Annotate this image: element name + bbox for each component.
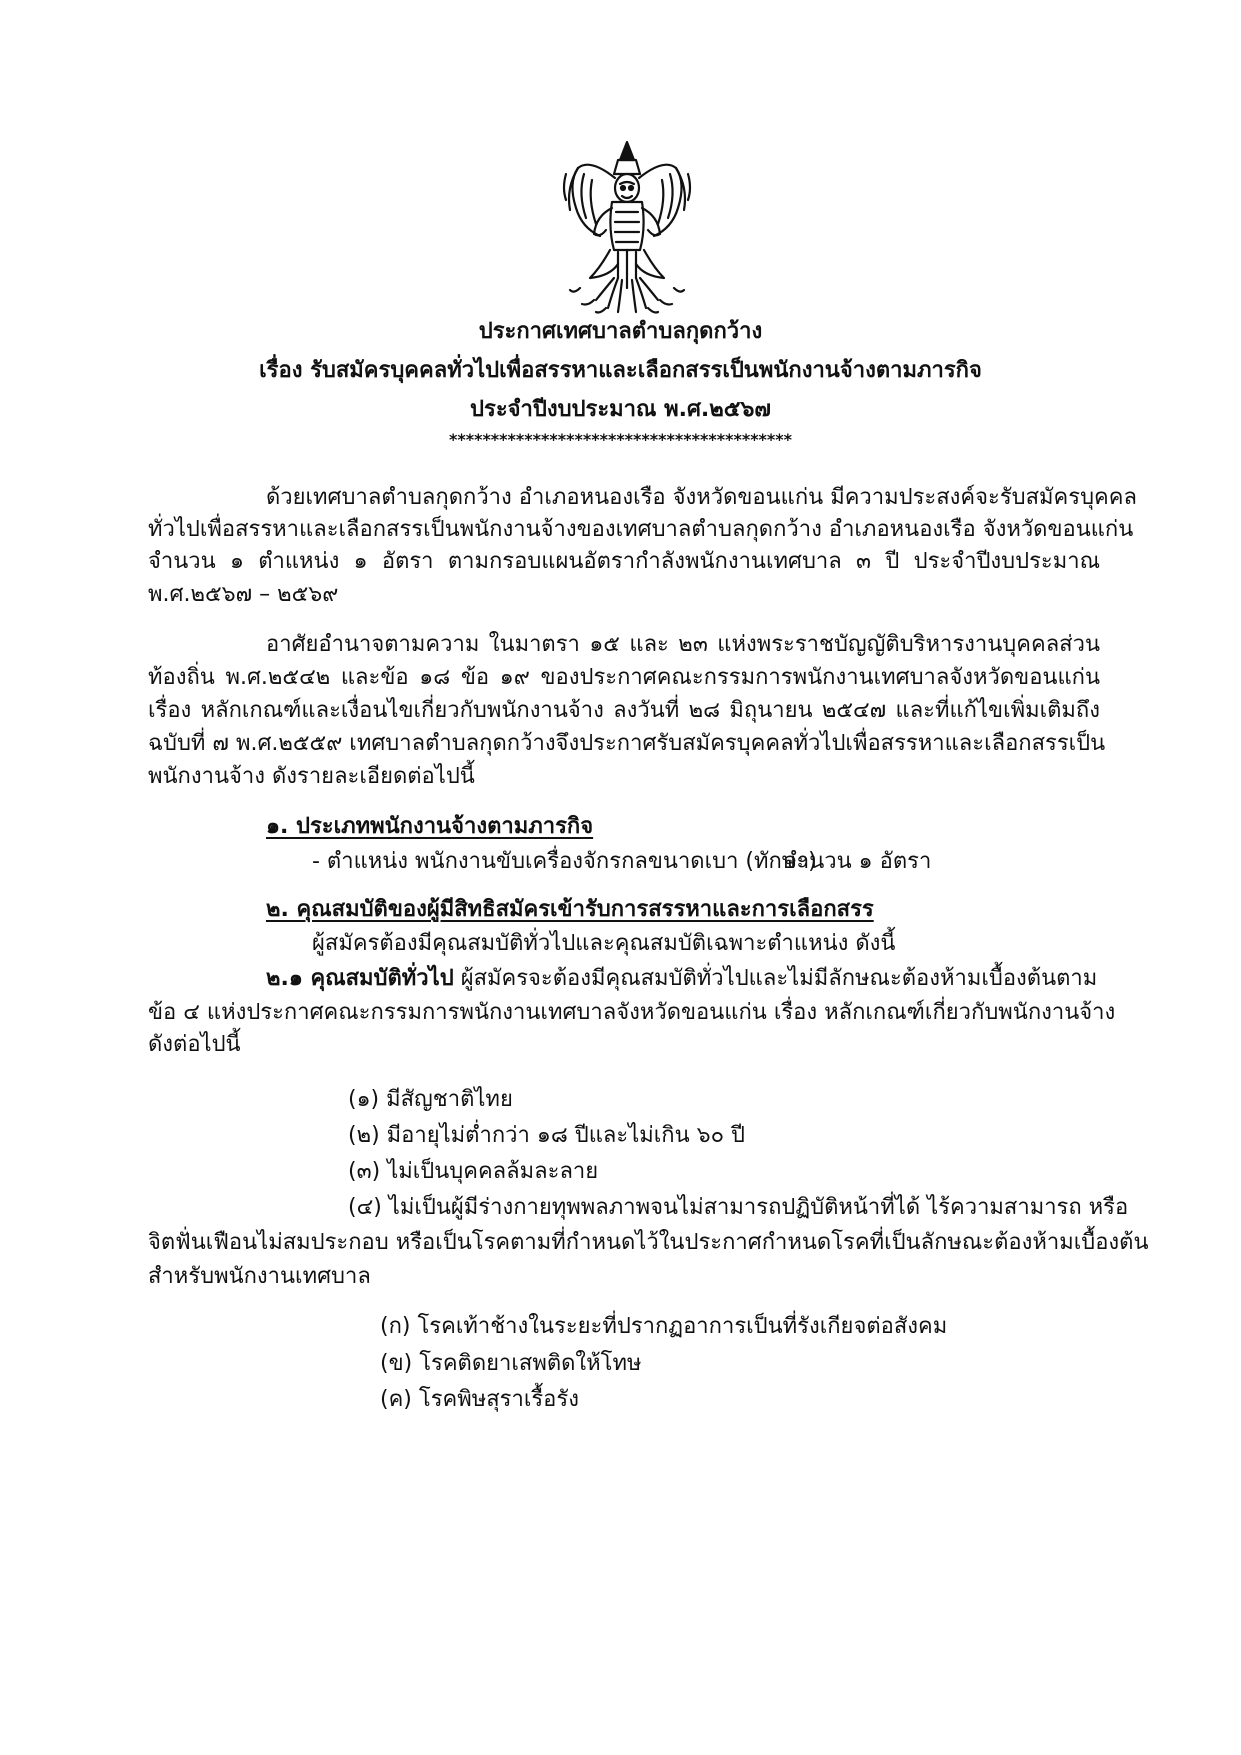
- section2-1-heading: ๒.๑ คุณสมบัติทั่วไป: [266, 966, 454, 991]
- section2-1-line3: ดังต่อไปนี้: [148, 1032, 241, 1057]
- section2-1-line1: [266, 965, 1097, 993]
- para1-line2: ทั่วไปเพื่อสรรหาและเลือกสรรเป็นพนักงานจ้างของเทศบาลตำบลกุดกว้าง อำเภอหนองเรือ จังหวัดขอนแก่น: [148, 517, 1134, 542]
- para1-line1: ด้วยเทศบาลตำบลกุดกว้าง อำเภอหนองเรือ จังหวัดขอนแก่น มีความประสงค์จะรับสมัครบุคคล: [266, 485, 1137, 510]
- list-item: (๓) ไม่เป็นบุคคลล้มละลาย: [348, 1159, 599, 1184]
- para1-line4: พ.ศ.๒๕๖๗ – ๒๕๖๙: [148, 582, 339, 607]
- section1-count: จำนวน ๑ อัตรา: [784, 849, 932, 874]
- list-item: (๑) มีสัญชาติไทย: [348, 1087, 513, 1112]
- item4-line2: จิตฟั่นเฟือนไม่สมประกอบ หรือเป็นโรคตามที่กำหนดไว้ในประกาศกำหนดโรคที่เป็นลักษณะต้องห้ามเบื้องต้น: [148, 1230, 1149, 1255]
- section2-heading: ๒. คุณสมบัติของผู้มีสิทธิสมัครเข้ารับการสรรหาและการเลือกสรร: [266, 897, 874, 922]
- section2-1-text: ผู้สมัครจะต้องมีคุณสมบัติทั่วไปและไม่มีลักษณะต้องห้ามเบื้องต้นตาม: [460, 966, 1098, 991]
- section1-position: - ตำแหน่ง พนักงานขับเครื่องจักรกลขนาดเบา (ทักษะ): [312, 849, 817, 874]
- item4-line1: (๔) ไม่เป็นผู้มีร่างกายทุพพลภาพจนไม่สามารถปฏิบัติหน้าที่ได้ ไร้ความสามารถ หรือ: [348, 1195, 1129, 1220]
- section1-heading: ๑. ประเภทพนักงานจ้างตามภารกิจ: [266, 814, 594, 839]
- disease-item: (ก) โรคเท้าช้างในระยะที่ปรากฏอาการเป็นที่รังเกียจต่อสังคม: [380, 1314, 948, 1339]
- section2-intro: ผู้สมัครต้องมีคุณสมบัติทั่วไปและคุณสมบัติเฉพาะตำแหน่ง ดังนี้: [312, 931, 896, 956]
- para2-line2: ท้องถิ่น พ.ศ.๒๕๔๒ และข้อ ๑๘ ข้อ ๑๙ ของประกาศคณะกรรมการพนักงานเทศบาลจังหวัดขอนแก่น: [148, 665, 1100, 690]
- para2-line4: ฉบับที่ ๗ พ.ศ.๒๕๕๙ เทศบาลตำบลกุดกว้างจึงประกาศรับสมัครบุคคลทั่วไปเพื่อสรรหาและเลือกสรรเป็น: [148, 731, 1106, 756]
- para1-line3: จำนวน ๑ ตำแหน่ง ๑ อัตรา ตามกรอบแผนอัตรากำลังพนักงานเทศบาล ๓ ปี ประจำปีงบประมาณ: [148, 549, 1100, 574]
- disease-item: (ข) โรคติดยาเสพติดให้โทษ: [380, 1351, 642, 1376]
- section2-1-line2: ข้อ ๔ แห่งประกาศคณะกรรมการพนักงานเทศบาลจังหวัดขอนแก่น เรื่อง หลักเกณฑ์เกี่ยวกับพนักงานจ้าง: [148, 1000, 1116, 1025]
- announcement-subject: เรื่อง รับสมัครบุคคลทั่วไปเพื่อสรรหาและเลือกสรรเป็นพนักงานจ้างตามภารกิจ: [259, 358, 982, 383]
- item4-line3: สำหรับพนักงานเทศบาล: [148, 1264, 371, 1289]
- para2-line1: อาศัยอำนาจตามความ ในมาตรา ๑๕ และ ๒๓ แห่งพระราชบัญญัติบริหารงานบุคคลส่วน: [266, 632, 1100, 657]
- disease-item: (ค) โรคพิษสุราเรื้อรัง: [380, 1387, 579, 1412]
- para2-line5: พนักงานจ้าง ดังรายละเอียดต่อไปนี้: [148, 764, 475, 789]
- announcement-title: ประกาศเทศบาลตำบลกุดกว้าง: [478, 319, 763, 344]
- garuda-emblem-icon: [560, 138, 695, 316]
- fiscal-year: ประจำปีงบประมาณ พ.ศ.๒๕๖๗: [470, 397, 771, 422]
- para2-line3: เรื่อง หลักเกณฑ์และเงื่อนไขเกี่ยวกับพนักงานจ้าง ลงวันที่ ๒๘ มิถุนายน ๒๕๔๗ และที่แก้ไขเพิ่มเติมถึง: [148, 698, 1100, 723]
- list-item: (๒) มีอายุไม่ต่ำกว่า ๑๘ ปีและไม่เกิน ๖๐ ปี: [348, 1123, 746, 1148]
- header-separator: *****************************************: [448, 430, 793, 449]
